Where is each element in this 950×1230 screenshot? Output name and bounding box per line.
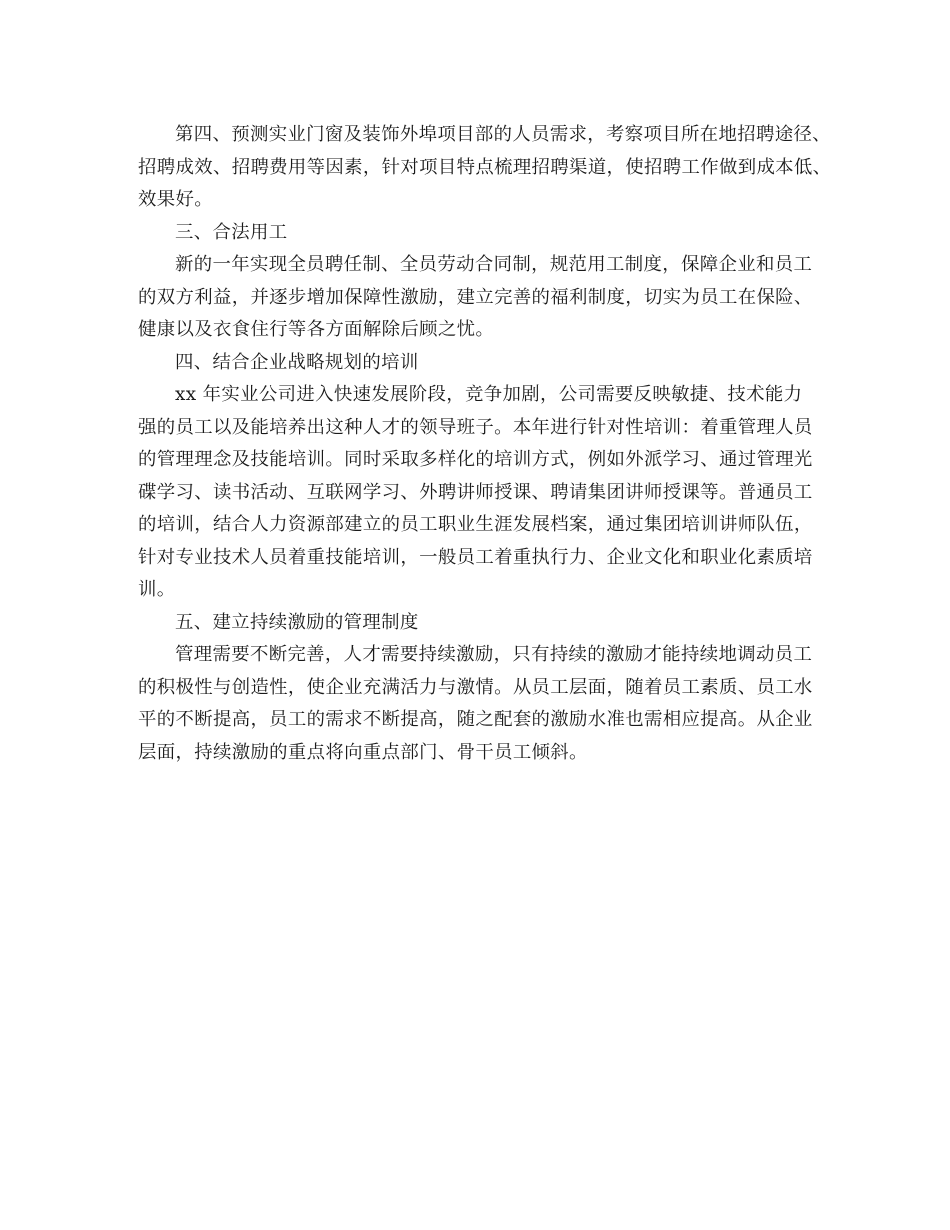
section-4-line-5: 的培训，结合人力资源部建立的员工职业生涯发展档案，通过集团培训讲师队伍， [138, 514, 813, 535]
section-4-line-3: 的管理理念及技能培训。同时采取多样化的培训方式，例如外派学习、通过管理光 [138, 449, 813, 470]
section-5-line-4: 层面，持续激励的重点将向重点部门、骨干员工倾斜。 [138, 741, 588, 763]
paragraph-4-line-2: 招聘成效、招聘费用等因素，针对项目特点梳理招聘渠道，使招聘工作做到成本低、 [138, 156, 832, 178]
paragraph-4-line-1: 第四、预测实业门窗及装饰外埠项目部的人员需求，考察项目所在地招聘途径、 [175, 124, 831, 145]
section-3-line-2: 的双方利益，并逐步增加保障性激励，建立完善的福利制度，切实为员工在保险、 [138, 286, 813, 308]
document-body [138, 119, 838, 769]
section-heading-3: 三、合法用工 [175, 221, 288, 243]
section-4-line-7: 训。 [138, 579, 176, 600]
section-heading-4: 四、结合企业战略规划的培训 [175, 351, 419, 373]
section-4-line-4: 碟学习、读书活动、互联网学习、外聘讲师授课、聘请集团讲师授课等。普通员工 [138, 481, 813, 503]
section-5-line-2: 的积极性与创造性，使企业充满活力与激情。从员工层面，随着员工素质、员工水 [138, 676, 813, 698]
section-5-line-1: 管理需要不断完善，人才需要持续激励，只有持续的激励才能持续地调动员工 [175, 644, 813, 665]
section-3-line-1: 新的一年实现全员聘任制、全员劳动合同制，规范用工制度，保障企业和员工 [175, 254, 813, 275]
section-4-line-1: xx 年实业公司进入快速发展阶段，竞争加剧，公司需要反映敏捷、技术能力 [175, 384, 803, 405]
paragraph-4-line-3: 效果好。 [138, 189, 213, 210]
section-3-line-3: 健康以及衣食住行等各方面解除后顾之忧。 [138, 319, 495, 340]
section-heading-5: 五、建立持续激励的管理制度 [175, 611, 419, 633]
section-4-line-2: 强的员工以及能培养出这种人才的领导班子。本年进行针对性培训：着重管理人员 [138, 416, 813, 438]
section-4-line-6: 针对专业技术人员着重技能培训，一般员工着重执行力、企业文化和职业化素质培 [138, 546, 813, 568]
section-5-line-3: 平的不断提高，员工的需求不断提高，随之配套的激励水准也需相应提高。从企业 [138, 709, 813, 730]
